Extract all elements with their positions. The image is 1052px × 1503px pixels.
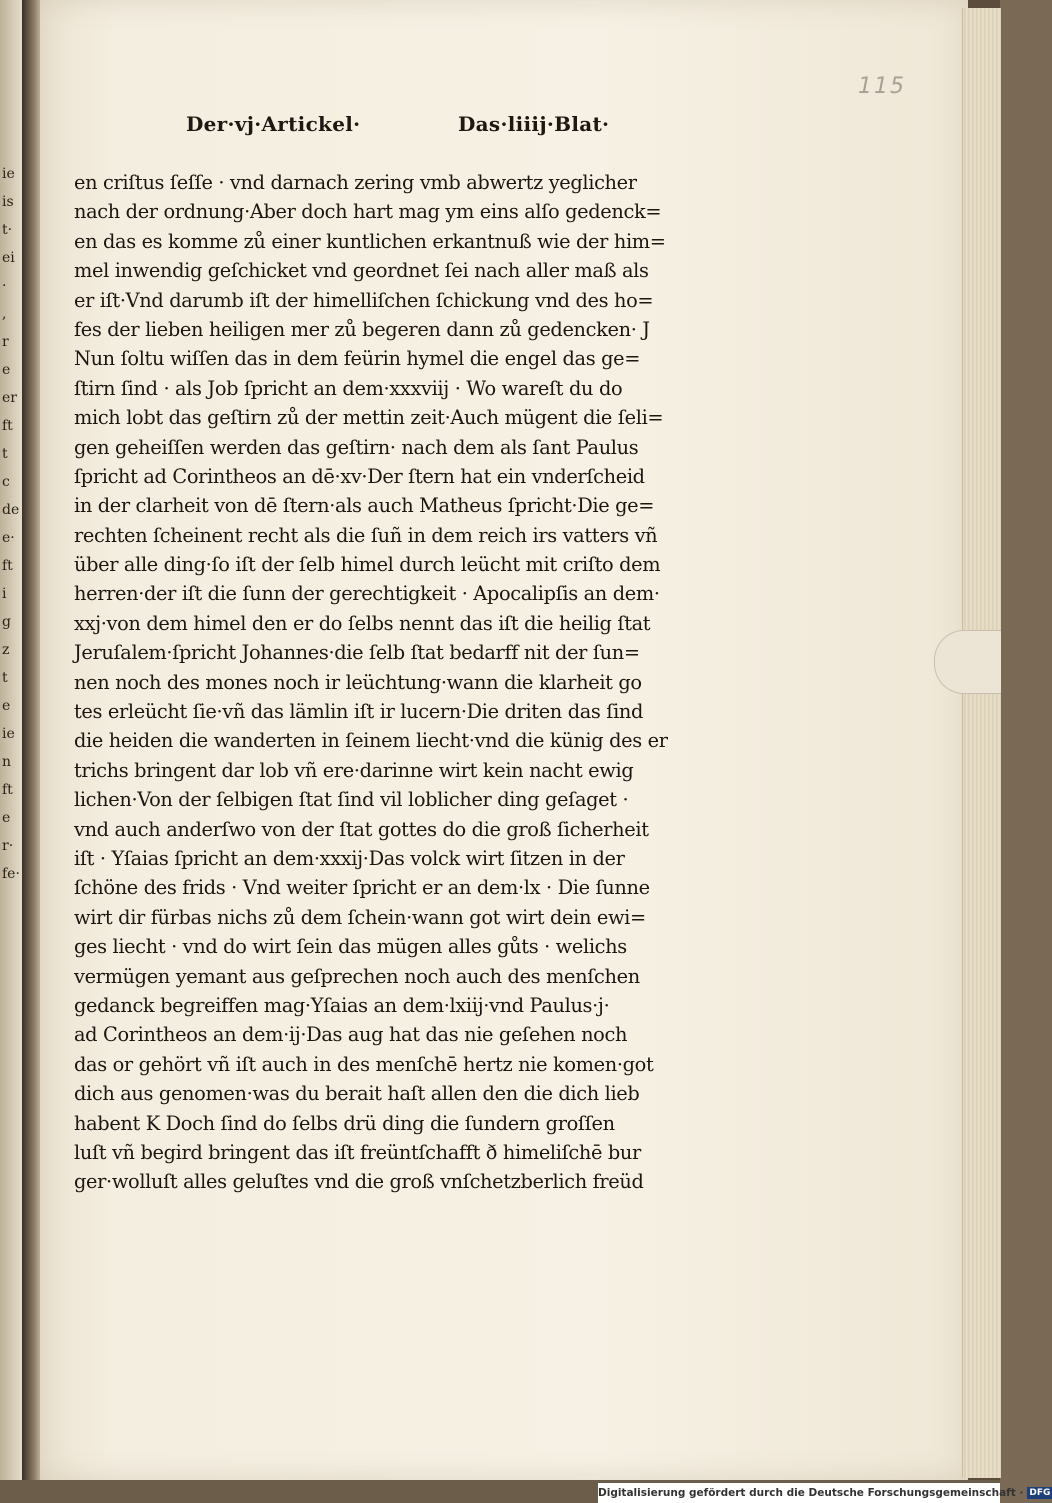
margin-fragment: · [2, 278, 7, 294]
margin-fragment: , [2, 306, 7, 322]
text-line: habent K Doch ſind do ſelbs drü ding die ſundern groſſen [74, 1111, 615, 1135]
margin-fragment: t· [2, 222, 13, 238]
text-line: gedanck begreiffen mag·Yſaias an dem·lxiij·vnd Paulus·j· [74, 993, 610, 1017]
text-line: nen noch des mones noch ir leüchtung·wann die klarheit go [74, 670, 642, 694]
text-line: vnd auch anderſwo von der ſtat gottes do die groß ſicherheit [74, 817, 649, 841]
margin-fragment: ei [2, 250, 15, 266]
text-line: ſtirn ſind · als Job ſpricht an dem·xxxviij · Wo wareſt du do [74, 376, 623, 400]
text-line: en criſtus ſeſſe · vnd darnach zering vmb abwertz yeglicher [74, 171, 637, 194]
text-line: ges liecht · vnd do wirt ſein das mügen alles gůts · welichs [74, 935, 627, 959]
credit-text: Digitalisierung gefördert durch die Deutsche Forschungsgemeinschaft · [598, 1487, 1024, 1499]
text-line: er iſt·Vnd darumb iſt der himelliſchen ſchickung vnd des ho= [74, 288, 654, 312]
body-text [74, 168, 694, 1197]
text-line: tes erleücht ſie·vñ das lämlin iſt ir lucern·Die driten das ſind [74, 700, 644, 724]
text-line: ad Corintheos an dem·ij·Das aug hat das nie geſehen noch [74, 1023, 628, 1047]
margin-fragment: e [2, 362, 11, 378]
margin-fragment: n [2, 754, 12, 770]
text-line: in der clarheit von dē ſtern·als auch Matheus ſpricht·Die ge= [74, 494, 655, 518]
margin-fragment: c [2, 474, 10, 490]
margin-fragment: er [2, 390, 17, 406]
text-line: mich lobt das geſtirn zů der mettin zeit·Auch mügent die ſeli= [74, 406, 664, 430]
text-line: en das es komme zů einer kuntlichen erkantnuß wie der him= [74, 229, 666, 253]
margin-fragment: de [2, 502, 20, 518]
text-line: ſchöne des frids · Vnd weiter ſpricht er an dem·lx · Die ſunne [74, 876, 650, 900]
running-header-right: Das·liiij·Blat· [458, 112, 610, 136]
text-line: xxj·von dem himel den er do ſelbs nennt das iſt die heilig ſtat [74, 611, 651, 635]
margin-fragment: ie [2, 726, 15, 742]
margin-fragment: ft [2, 558, 13, 574]
text-line: mel inwendig geſchicket vnd geordnet ſei nach aller maß als [74, 259, 649, 283]
text-line: über alle ding·ſo iſt der ſelb himel durch leücht mit criſto dem [74, 553, 661, 577]
text-line: Nun ſoltu wiſſen das in dem feürin hymel die engel das ge= [74, 347, 641, 371]
margin-fragment: r· [2, 838, 14, 854]
text-line: Jeruſalem·ſpricht Johannes·die ſelb ſtat bedarff nit der ſun= [74, 641, 640, 665]
text-line: fes der lieben heiligen mer zů begeren dann zů gedencken· J [74, 317, 650, 341]
text-line: dich aus genomen·was du berait haſt allen den die dich lieb [74, 1082, 640, 1106]
text-line: rechten ſcheinent recht als die ſuñ in dem reich irs vatters vñ [74, 523, 658, 547]
digitization-credit [598, 1483, 1051, 1503]
text-line: ſpricht ad Corintheos an dē·xv·Der ſtern hat ein vnderſcheid [74, 464, 645, 488]
text-line: ger·wolluſt alles geluſtes vnd die groß vnſchetzberlich freüd [74, 1170, 644, 1194]
running-header-left: Der·vj·Artickel· [186, 112, 361, 136]
margin-fragment: t [2, 446, 8, 462]
previous-page-margin-text [2, 160, 18, 888]
margin-fragment: e· [2, 530, 15, 546]
folio-number: 115 [858, 74, 906, 99]
text-line: vermügen yemant aus geſprechen noch auch des menſchen [74, 964, 640, 988]
margin-fragment: t [2, 670, 8, 686]
margin-fragment: g [2, 614, 11, 630]
margin-fragment: is [2, 194, 14, 210]
bookmark-tab [934, 630, 1001, 694]
text-line: wirt dir fürbas nichs zů dem ſchein·wann got wirt dein ewi= [74, 905, 646, 929]
previous-page-edge [0, 0, 22, 1480]
text-line: gen geheiſſen werden das geſtirn· nach dem als ſant Paulus [74, 435, 639, 459]
text-line: das or gehört vñ iſt auch in des menſchē hertz nie komen·got [74, 1052, 654, 1076]
margin-fragment: r [2, 334, 9, 350]
margin-fragment: i [2, 586, 7, 602]
margin-fragment: z [2, 642, 10, 658]
text-line: herren·der iſt die ſunn der gerechtigkeit · Apocalipſis an dem· [74, 582, 660, 606]
text-line: lichen·Von der ſelbigen ſtat ſind vil loblicher ding geſaget · [74, 788, 629, 812]
margin-fragment: ft [2, 782, 13, 798]
text-line: nach der ordnung·Aber doch hart mag ym eins alſo gedenck= [74, 200, 662, 224]
margin-fragment: ie [2, 166, 15, 182]
margin-fragment: e [2, 698, 11, 714]
text-line: trichs bringent dar lob vñ ere·darinne wirt kein nacht ewig [74, 758, 634, 782]
dfg-logo: DFG [1029, 1488, 1051, 1498]
text-line: luſt vñ begird bringent das iſt freüntſchafft ð himeliſchē bur [74, 1140, 641, 1164]
text-line: die heiden die wanderten in ſeinem liecht·vnd die künig des er [74, 729, 668, 753]
text-line: iſt · Yſaias ſpricht an dem·xxxij·Das volck wirt ſitzen in der [74, 846, 625, 870]
margin-fragment: fe· [2, 866, 20, 882]
margin-fragment: ft [2, 418, 13, 434]
page-block-edges [962, 8, 1001, 1478]
margin-fragment: e [2, 810, 11, 826]
